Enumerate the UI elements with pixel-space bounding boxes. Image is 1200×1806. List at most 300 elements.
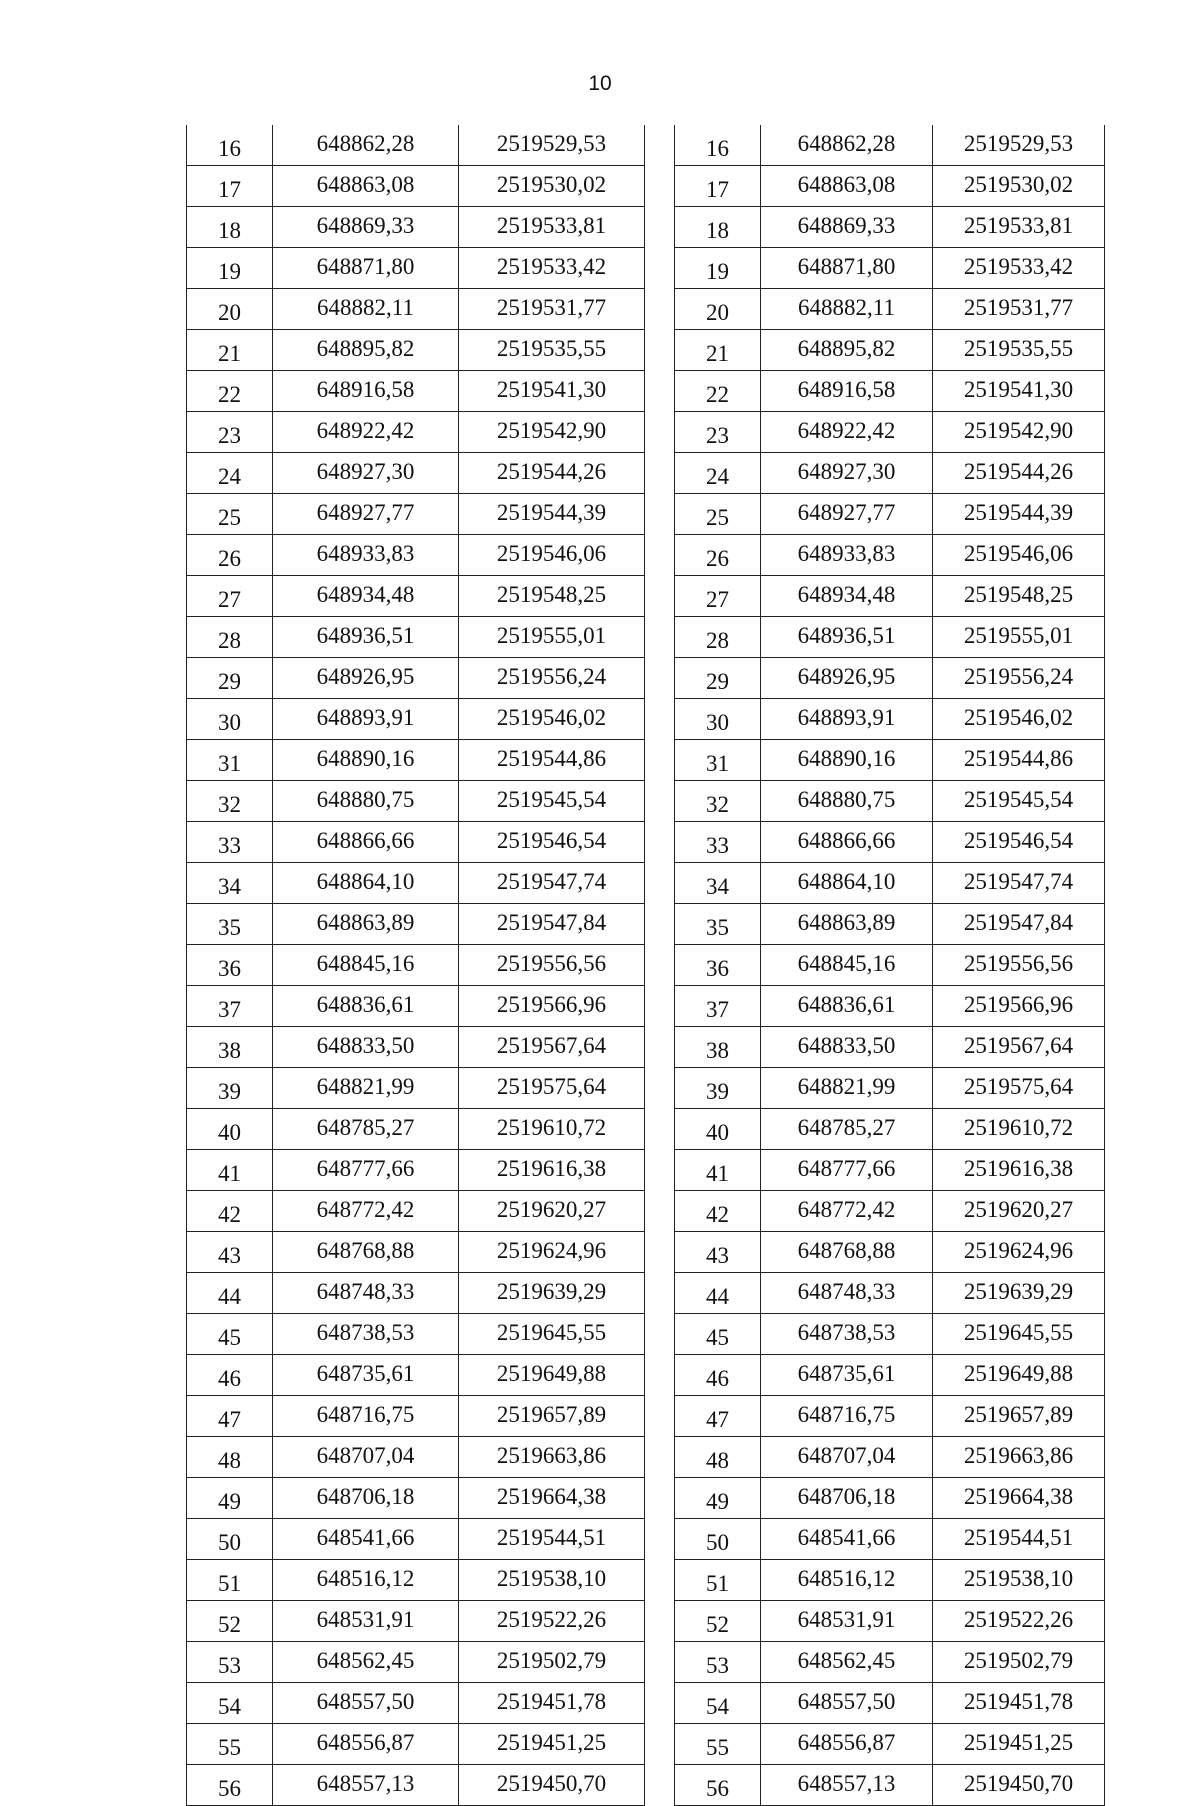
point-number-cell: 16 [187,125,273,166]
point-number-cell: 39 [187,1068,273,1109]
table-row [187,453,645,494]
table-row [187,412,645,453]
table-row [675,1396,1105,1437]
y-coordinate-cell: 2519645,55 [933,1314,1105,1355]
point-number-cell: 26 [675,535,761,576]
point-number-cell: 28 [187,617,273,658]
x-coordinate-cell: 648869,33 [761,207,933,248]
x-coordinate-cell: 648880,75 [273,781,459,822]
y-coordinate-cell: 2519450,70 [459,1765,645,1806]
point-number-cell: 46 [675,1355,761,1396]
x-coordinate-cell: 648890,16 [761,740,933,781]
point-number-cell: 16 [675,125,761,166]
table-row [675,535,1105,576]
y-coordinate-cell: 2519538,10 [933,1560,1105,1601]
point-number-cell: 18 [675,207,761,248]
y-coordinate-cell: 2519530,02 [933,166,1105,207]
table-row [187,289,645,330]
point-number-cell: 19 [187,248,273,289]
table-row [675,1191,1105,1232]
y-coordinate-cell: 2519639,29 [933,1273,1105,1314]
x-coordinate-cell: 648922,42 [273,412,459,453]
point-number-cell: 42 [187,1191,273,1232]
x-coordinate-cell: 648748,33 [273,1273,459,1314]
y-coordinate-cell: 2519556,24 [459,658,645,699]
x-coordinate-cell: 648880,75 [761,781,933,822]
point-number-cell: 47 [675,1396,761,1437]
point-number-cell: 36 [675,945,761,986]
x-coordinate-cell: 648706,18 [273,1478,459,1519]
table-row [675,1150,1105,1191]
table-row [675,1601,1105,1642]
point-number-cell: 42 [675,1191,761,1232]
y-coordinate-cell: 2519533,81 [459,207,645,248]
y-coordinate-cell: 2519544,86 [933,740,1105,781]
point-number-cell: 45 [187,1314,273,1355]
table-row [187,371,645,412]
point-number-cell: 31 [675,740,761,781]
table-row [187,945,645,986]
point-number-cell: 32 [675,781,761,822]
x-coordinate-cell: 648933,83 [761,535,933,576]
x-coordinate-cell: 648541,66 [273,1519,459,1560]
table-row [187,1683,645,1724]
table-row [675,453,1105,494]
y-coordinate-cell: 2519544,51 [459,1519,645,1560]
point-number-cell: 48 [187,1437,273,1478]
point-number-cell: 43 [675,1232,761,1273]
x-coordinate-cell: 648707,04 [761,1437,933,1478]
x-coordinate-cell: 648748,33 [761,1273,933,1314]
point-number-cell: 21 [187,330,273,371]
x-coordinate-cell: 648772,42 [761,1191,933,1232]
x-coordinate-cell: 648895,82 [273,330,459,371]
table-row [675,1642,1105,1683]
table-row [187,166,645,207]
y-coordinate-cell: 2519546,02 [933,699,1105,740]
x-coordinate-cell: 648926,95 [761,658,933,699]
y-coordinate-cell: 2519610,72 [933,1109,1105,1150]
table-row [187,658,645,699]
table-row [675,248,1105,289]
table-row [187,1642,645,1683]
table-row [675,904,1105,945]
page-number: 10 [588,72,612,95]
table-row [187,986,645,1027]
x-coordinate-cell: 648738,53 [273,1314,459,1355]
point-number-cell: 38 [187,1027,273,1068]
x-coordinate-cell: 648768,88 [273,1232,459,1273]
x-coordinate-cell: 648863,08 [761,166,933,207]
point-number-cell: 29 [187,658,273,699]
point-number-cell: 30 [187,699,273,740]
x-coordinate-cell: 648926,95 [273,658,459,699]
x-coordinate-cell: 648557,50 [761,1683,933,1724]
point-number-cell: 41 [187,1150,273,1191]
x-coordinate-cell: 648716,75 [761,1396,933,1437]
y-coordinate-cell: 2519624,96 [459,1232,645,1273]
table-row [675,1355,1105,1396]
table-row [675,207,1105,248]
table-row [675,1724,1105,1765]
y-coordinate-cell: 2519556,24 [933,658,1105,699]
table-row [675,1478,1105,1519]
x-coordinate-cell: 648706,18 [761,1478,933,1519]
point-number-cell: 51 [187,1560,273,1601]
point-number-cell: 20 [675,289,761,330]
point-number-cell: 44 [187,1273,273,1314]
x-coordinate-cell: 648933,83 [273,535,459,576]
y-coordinate-cell: 2519546,54 [459,822,645,863]
y-coordinate-cell: 2519541,30 [459,371,645,412]
y-coordinate-cell: 2519546,54 [933,822,1105,863]
table-row [675,863,1105,904]
table-row [187,535,645,576]
table-row [187,494,645,535]
x-coordinate-cell: 648882,11 [761,289,933,330]
point-number-cell: 30 [675,699,761,740]
y-coordinate-cell: 2519533,42 [459,248,645,289]
y-coordinate-cell: 2519502,79 [459,1642,645,1683]
y-coordinate-cell: 2519451,25 [459,1724,645,1765]
x-coordinate-cell: 648516,12 [273,1560,459,1601]
table-row [675,699,1105,740]
x-coordinate-cell: 648863,89 [273,904,459,945]
table-row [675,1519,1105,1560]
x-coordinate-cell: 648531,91 [273,1601,459,1642]
x-coordinate-cell: 648777,66 [761,1150,933,1191]
y-coordinate-cell: 2519502,79 [933,1642,1105,1683]
point-number-cell: 23 [675,412,761,453]
table-row [187,1765,645,1806]
y-coordinate-cell: 2519555,01 [933,617,1105,658]
table-row [675,1314,1105,1355]
y-coordinate-cell: 2519533,81 [933,207,1105,248]
y-coordinate-cell: 2519664,38 [933,1478,1105,1519]
x-coordinate-cell: 648866,66 [273,822,459,863]
point-number-cell: 55 [187,1724,273,1765]
table-row [187,1560,645,1601]
x-coordinate-cell: 648863,08 [273,166,459,207]
x-coordinate-cell: 648871,80 [761,248,933,289]
table-row [675,945,1105,986]
x-coordinate-cell: 648833,50 [273,1027,459,1068]
x-coordinate-cell: 648864,10 [761,863,933,904]
x-coordinate-cell: 648735,61 [761,1355,933,1396]
point-number-cell: 45 [675,1314,761,1355]
table-row [675,822,1105,863]
point-number-cell: 28 [675,617,761,658]
point-number-cell: 36 [187,945,273,986]
y-coordinate-cell: 2519566,96 [933,986,1105,1027]
x-coordinate-cell: 648893,91 [761,699,933,740]
x-coordinate-cell: 648768,88 [761,1232,933,1273]
y-coordinate-cell: 2519538,10 [459,1560,645,1601]
point-number-cell: 34 [187,863,273,904]
point-number-cell: 54 [675,1683,761,1724]
x-coordinate-cell: 648934,48 [761,576,933,617]
table-row [187,1068,645,1109]
x-coordinate-cell: 648862,28 [761,125,933,166]
point-number-cell: 47 [187,1396,273,1437]
point-number-cell: 33 [187,822,273,863]
point-number-cell: 33 [675,822,761,863]
y-coordinate-cell: 2519657,89 [459,1396,645,1437]
y-coordinate-cell: 2519544,39 [933,494,1105,535]
point-number-cell: 35 [675,904,761,945]
y-coordinate-cell: 2519555,01 [459,617,645,658]
table-row [675,1027,1105,1068]
table-body [675,125,1105,1806]
y-coordinate-cell: 2519530,02 [459,166,645,207]
point-number-cell: 26 [187,535,273,576]
y-coordinate-cell: 2519567,64 [459,1027,645,1068]
table-row [187,822,645,863]
point-number-cell: 24 [675,453,761,494]
table-row [187,1191,645,1232]
point-number-cell: 48 [675,1437,761,1478]
table-row [187,330,645,371]
x-coordinate-cell: 648866,66 [761,822,933,863]
table-row [187,1109,645,1150]
point-number-cell: 35 [187,904,273,945]
table-row [187,1314,645,1355]
x-coordinate-cell: 648772,42 [273,1191,459,1232]
point-number-cell: 22 [675,371,761,412]
point-number-cell: 53 [187,1642,273,1683]
point-number-cell: 49 [187,1478,273,1519]
point-number-cell: 22 [187,371,273,412]
table-row [187,1150,645,1191]
coordinates-table-left [186,125,645,1806]
x-coordinate-cell: 648531,91 [761,1601,933,1642]
point-number-cell: 25 [187,494,273,535]
x-coordinate-cell: 648716,75 [273,1396,459,1437]
x-coordinate-cell: 648845,16 [273,945,459,986]
y-coordinate-cell: 2519545,54 [933,781,1105,822]
point-number-cell: 27 [187,576,273,617]
point-number-cell: 53 [675,1642,761,1683]
table-row [187,1355,645,1396]
table-row [187,1396,645,1437]
point-number-cell: 41 [675,1150,761,1191]
point-number-cell: 54 [187,1683,273,1724]
y-coordinate-cell: 2519546,06 [459,535,645,576]
x-coordinate-cell: 648556,87 [761,1724,933,1765]
point-number-cell: 37 [187,986,273,1027]
y-coordinate-cell: 2519544,26 [459,453,645,494]
y-coordinate-cell: 2519546,02 [459,699,645,740]
point-number-cell: 24 [187,453,273,494]
point-number-cell: 40 [187,1109,273,1150]
y-coordinate-cell: 2519535,55 [933,330,1105,371]
y-coordinate-cell: 2519547,84 [459,904,645,945]
y-coordinate-cell: 2519531,77 [933,289,1105,330]
point-number-cell: 27 [675,576,761,617]
table-row [675,1109,1105,1150]
point-number-cell: 17 [187,166,273,207]
table-row [675,1232,1105,1273]
x-coordinate-cell: 648707,04 [273,1437,459,1478]
x-coordinate-cell: 648927,30 [273,453,459,494]
table-row [187,904,645,945]
point-number-cell: 25 [675,494,761,535]
y-coordinate-cell: 2519451,25 [933,1724,1105,1765]
y-coordinate-cell: 2519556,56 [459,945,645,986]
table-row [675,1068,1105,1109]
x-coordinate-cell: 648890,16 [273,740,459,781]
x-coordinate-cell: 648738,53 [761,1314,933,1355]
table-row [675,1765,1105,1806]
y-coordinate-cell: 2519664,38 [459,1478,645,1519]
point-number-cell: 52 [675,1601,761,1642]
x-coordinate-cell: 648557,50 [273,1683,459,1724]
table-row [187,863,645,904]
y-coordinate-cell: 2519620,27 [459,1191,645,1232]
x-coordinate-cell: 648863,89 [761,904,933,945]
point-number-cell: 43 [187,1232,273,1273]
x-coordinate-cell: 648893,91 [273,699,459,740]
point-number-cell: 18 [187,207,273,248]
table-row [187,1232,645,1273]
point-number-cell: 50 [675,1519,761,1560]
table-row [187,1273,645,1314]
table-row [675,1560,1105,1601]
y-coordinate-cell: 2519616,38 [459,1150,645,1191]
table-row [187,125,645,166]
x-coordinate-cell: 648557,13 [761,1765,933,1806]
y-coordinate-cell: 2519535,55 [459,330,645,371]
table-row [675,371,1105,412]
point-number-cell: 32 [187,781,273,822]
point-number-cell: 38 [675,1027,761,1068]
table-row [675,658,1105,699]
y-coordinate-cell: 2519663,86 [933,1437,1105,1478]
x-coordinate-cell: 648936,51 [761,617,933,658]
table-row [675,1437,1105,1478]
point-number-cell: 56 [187,1765,273,1806]
table-row [675,740,1105,781]
point-number-cell: 49 [675,1478,761,1519]
table-row [675,986,1105,1027]
table-row [187,740,645,781]
y-coordinate-cell: 2519649,88 [459,1355,645,1396]
y-coordinate-cell: 2519548,25 [459,576,645,617]
y-coordinate-cell: 2519529,53 [459,125,645,166]
y-coordinate-cell: 2519522,26 [933,1601,1105,1642]
table-row [675,576,1105,617]
x-coordinate-cell: 648735,61 [273,1355,459,1396]
y-coordinate-cell: 2519522,26 [459,1601,645,1642]
y-coordinate-cell: 2519639,29 [459,1273,645,1314]
x-coordinate-cell: 648864,10 [273,863,459,904]
y-coordinate-cell: 2519610,72 [459,1109,645,1150]
x-coordinate-cell: 648821,99 [273,1068,459,1109]
y-coordinate-cell: 2519542,90 [459,412,645,453]
point-number-cell: 23 [187,412,273,453]
table-row [187,1601,645,1642]
table-row [675,125,1105,166]
y-coordinate-cell: 2519547,84 [933,904,1105,945]
table-row [187,1724,645,1765]
y-coordinate-cell: 2519533,42 [933,248,1105,289]
y-coordinate-cell: 2519531,77 [459,289,645,330]
x-coordinate-cell: 648922,42 [761,412,933,453]
table-row [187,207,645,248]
x-coordinate-cell: 648562,45 [273,1642,459,1683]
point-number-cell: 56 [675,1765,761,1806]
x-coordinate-cell: 648516,12 [761,1560,933,1601]
table-row [675,289,1105,330]
x-coordinate-cell: 648916,58 [273,371,459,412]
table-row [675,617,1105,658]
table-row [675,494,1105,535]
y-coordinate-cell: 2519544,51 [933,1519,1105,1560]
coordinates-table-right [674,125,1105,1806]
point-number-cell: 51 [675,1560,761,1601]
point-number-cell: 21 [675,330,761,371]
x-coordinate-cell: 648836,61 [273,986,459,1027]
table-row [187,1437,645,1478]
table-row [675,166,1105,207]
point-number-cell: 46 [187,1355,273,1396]
y-coordinate-cell: 2519645,55 [459,1314,645,1355]
point-number-cell: 44 [675,1273,761,1314]
point-number-cell: 50 [187,1519,273,1560]
table-row [675,781,1105,822]
y-coordinate-cell: 2519663,86 [459,1437,645,1478]
y-coordinate-cell: 2519451,78 [933,1683,1105,1724]
x-coordinate-cell: 648785,27 [273,1109,459,1150]
table-row [187,248,645,289]
table-row [187,1478,645,1519]
y-coordinate-cell: 2519547,74 [933,863,1105,904]
table-row [675,412,1105,453]
table-row [675,1683,1105,1724]
table-row [187,781,645,822]
point-number-cell: 29 [675,658,761,699]
y-coordinate-cell: 2519649,88 [933,1355,1105,1396]
y-coordinate-cell: 2519548,25 [933,576,1105,617]
y-coordinate-cell: 2519529,53 [933,125,1105,166]
x-coordinate-cell: 648821,99 [761,1068,933,1109]
point-number-cell: 17 [675,166,761,207]
table-row [187,617,645,658]
table-row [187,1027,645,1068]
y-coordinate-cell: 2519545,54 [459,781,645,822]
y-coordinate-cell: 2519547,74 [459,863,645,904]
y-coordinate-cell: 2519620,27 [933,1191,1105,1232]
y-coordinate-cell: 2519556,56 [933,945,1105,986]
x-coordinate-cell: 648934,48 [273,576,459,617]
y-coordinate-cell: 2519546,06 [933,535,1105,576]
point-number-cell: 39 [675,1068,761,1109]
x-coordinate-cell: 648562,45 [761,1642,933,1683]
x-coordinate-cell: 648869,33 [273,207,459,248]
table-row [675,1273,1105,1314]
x-coordinate-cell: 648916,58 [761,371,933,412]
point-number-cell: 52 [187,1601,273,1642]
y-coordinate-cell: 2519616,38 [933,1150,1105,1191]
table-row [187,576,645,617]
x-coordinate-cell: 648836,61 [761,986,933,1027]
x-coordinate-cell: 648882,11 [273,289,459,330]
point-number-cell: 40 [675,1109,761,1150]
x-coordinate-cell: 648557,13 [273,1765,459,1806]
y-coordinate-cell: 2519657,89 [933,1396,1105,1437]
y-coordinate-cell: 2519541,30 [933,371,1105,412]
point-number-cell: 34 [675,863,761,904]
